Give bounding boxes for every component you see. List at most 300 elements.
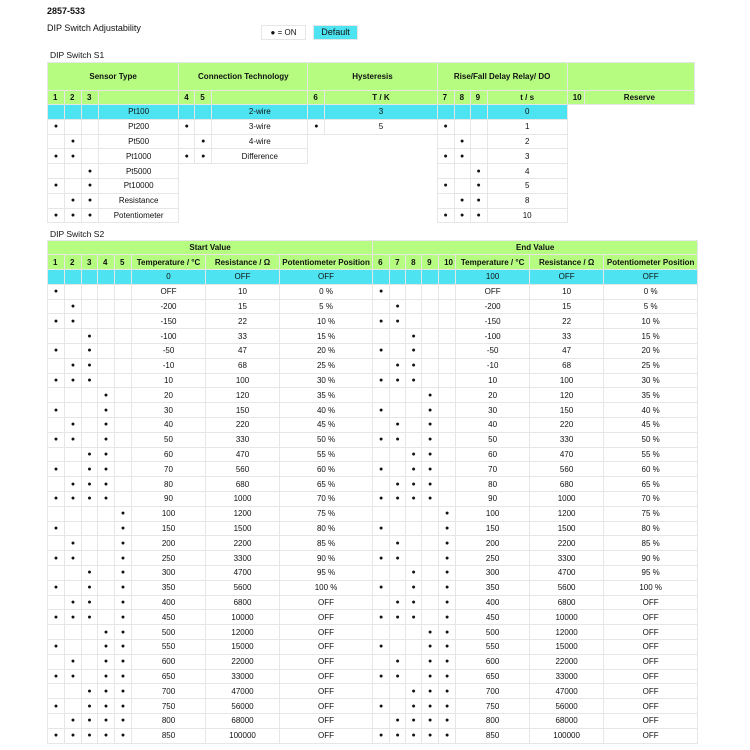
end-pot-value: 25 % [604, 358, 698, 373]
s1-section-label: DIP Switch S1 [50, 50, 105, 60]
empty-cell [567, 178, 584, 193]
end-switch-state: ● [390, 713, 406, 728]
start-switch-state [115, 284, 132, 299]
end-pot-value: 100 % [604, 580, 698, 595]
end-pot-value: 20 % [604, 343, 698, 358]
end-pot-value: 95 % [604, 565, 698, 580]
end-switch-state: ● [422, 639, 439, 654]
end-temp-value: -50 [456, 343, 530, 358]
s2-row [48, 358, 698, 373]
s2-row [48, 713, 698, 728]
sensor-type-switch-state: ● [48, 178, 65, 193]
empty-cell [179, 178, 195, 193]
delay-switch-state: ● [454, 149, 470, 164]
end-res-value: 22 [530, 314, 604, 329]
start-switch-state [48, 595, 65, 610]
end-switch-state [390, 270, 406, 285]
start-pot-value: 85 % [280, 536, 373, 551]
start-res-value: OFF [206, 270, 280, 285]
end-res-value: 3300 [530, 551, 604, 566]
sensor-type-switch-state: ● [82, 164, 99, 179]
start-switch-state: ● [115, 639, 132, 654]
start-switch-state [65, 521, 82, 536]
start-column-header: Temperature / °C [132, 255, 206, 270]
end-switch-state: ● [422, 625, 439, 640]
start-switch-state: ● [98, 654, 115, 669]
delay-value: 8 [487, 193, 567, 208]
start-switch-state: ● [65, 728, 82, 743]
start-switch-state [98, 343, 115, 358]
end-res-value: 15 [530, 299, 604, 314]
hysteresis-header: Hysteresis [308, 63, 437, 91]
start-switch-state [115, 314, 132, 329]
end-temp-value: 100 [456, 270, 530, 285]
start-switch-state [115, 343, 132, 358]
end-switch-state [422, 536, 439, 551]
end-res-value: 100 [530, 373, 604, 388]
start-switch-state [65, 580, 82, 595]
delay-switch-state [470, 119, 487, 134]
s1-row [48, 208, 695, 223]
start-temp-value: 40 [132, 417, 206, 432]
end-column-header: 6 [373, 255, 390, 270]
start-switch-state: ● [48, 639, 65, 654]
sensor-type-value: Pt10000 [99, 178, 179, 193]
start-switch-state: ● [115, 625, 132, 640]
end-switch-state: ● [439, 595, 456, 610]
start-temp-value: 100 [132, 506, 206, 521]
s2-row [48, 699, 698, 714]
start-column-header: 5 [115, 255, 132, 270]
end-temp-value: -200 [456, 299, 530, 314]
start-switch-state: ● [65, 314, 82, 329]
end-temp-value: 30 [456, 403, 530, 418]
start-switch-state: ● [65, 610, 82, 625]
start-temp-value: 150 [132, 521, 206, 536]
start-temp-value: 250 [132, 551, 206, 566]
start-res-value: 33000 [206, 669, 280, 684]
end-pot-value: OFF [604, 669, 698, 684]
empty-cell [325, 178, 437, 193]
start-switch-state: ● [48, 373, 65, 388]
s2-row [48, 551, 698, 566]
s2-row [48, 625, 698, 640]
end-switch-state [390, 684, 406, 699]
start-switch-state: ● [65, 551, 82, 566]
sensor-type-switch-state [65, 105, 82, 120]
end-switch-state [422, 358, 439, 373]
start-res-value: 47 [206, 343, 280, 358]
start-switch-state [65, 506, 82, 521]
start-pot-value: 5 % [280, 299, 373, 314]
end-switch-state [406, 417, 422, 432]
start-switch-state: ● [115, 506, 132, 521]
end-switch-state [439, 343, 456, 358]
end-switch-state [422, 551, 439, 566]
delay-switch-state [454, 105, 470, 120]
start-switch-state: ● [48, 521, 65, 536]
start-switch-state [98, 299, 115, 314]
end-switch-state [406, 654, 422, 669]
end-switch-state: ● [439, 654, 456, 669]
end-switch-state [439, 477, 456, 492]
start-temp-value: 50 [132, 432, 206, 447]
end-switch-state: ● [373, 403, 390, 418]
start-switch-state: ● [82, 343, 98, 358]
start-switch-state [48, 329, 65, 344]
sensor-type-switch-state [48, 105, 65, 120]
end-switch-state [439, 373, 456, 388]
start-switch-state [65, 639, 82, 654]
delay-value: 0 [487, 105, 567, 120]
start-switch-state: ● [65, 477, 82, 492]
empty-cell [584, 178, 694, 193]
end-temp-value: -10 [456, 358, 530, 373]
start-switch-state: ● [98, 669, 115, 684]
end-switch-state: ● [439, 669, 456, 684]
start-temp-value: 80 [132, 477, 206, 492]
end-switch-state [373, 477, 390, 492]
end-column-header: Resistance / Ω [530, 255, 604, 270]
sensor-type-switch-state: ● [48, 119, 65, 134]
end-switch-state [422, 506, 439, 521]
end-switch-state [406, 625, 422, 640]
start-switch-state [115, 299, 132, 314]
start-pot-value: OFF [280, 625, 373, 640]
start-temp-value: 10 [132, 373, 206, 388]
empty-cell [584, 105, 694, 120]
end-switch-state [373, 595, 390, 610]
delay-switch-state: ● [454, 193, 470, 208]
end-switch-state [406, 314, 422, 329]
connection-switch-state: ● [195, 149, 212, 164]
start-pot-value: 10 % [280, 314, 373, 329]
end-switch-state [406, 299, 422, 314]
end-switch-state [390, 521, 406, 536]
empty-cell [195, 164, 212, 179]
start-switch-state [65, 447, 82, 462]
start-switch-state: ● [82, 610, 98, 625]
start-res-value: 150 [206, 403, 280, 418]
end-res-value: 33 [530, 329, 604, 344]
switch-3-header: 3 [82, 91, 99, 105]
end-temp-value: 400 [456, 595, 530, 610]
start-switch-state: ● [82, 595, 98, 610]
s2-row [48, 491, 698, 506]
start-switch-state: ● [48, 728, 65, 743]
end-pot-value: 30 % [604, 373, 698, 388]
end-switch-state: ● [439, 639, 456, 654]
s2-row [48, 684, 698, 699]
end-temp-value: 10 [456, 373, 530, 388]
start-switch-state [48, 447, 65, 462]
end-switch-state: ● [406, 728, 422, 743]
delay-switch-state [437, 193, 454, 208]
connection-switch-state [195, 119, 212, 134]
start-column-header: Potentiometer Position [280, 255, 373, 270]
start-switch-state [82, 625, 98, 640]
start-res-value: 2200 [206, 536, 280, 551]
start-switch-state [65, 329, 82, 344]
start-switch-state [48, 388, 65, 403]
start-pot-value: 15 % [280, 329, 373, 344]
empty-cell [567, 208, 584, 223]
end-switch-state [422, 284, 439, 299]
end-switch-state: ● [422, 388, 439, 403]
delay-switch-state [437, 105, 454, 120]
end-switch-state: ● [390, 314, 406, 329]
start-switch-state: ● [98, 417, 115, 432]
start-switch-state: ● [115, 713, 132, 728]
start-switch-state: ● [65, 595, 82, 610]
start-switch-state [65, 699, 82, 714]
end-switch-state: ● [406, 329, 422, 344]
end-temp-value: 500 [456, 625, 530, 640]
start-res-value: 56000 [206, 699, 280, 714]
empty-cell [325, 193, 437, 208]
s1-row [48, 164, 695, 179]
end-temp-value: 20 [456, 388, 530, 403]
sensor-type-switch-state: ● [82, 208, 99, 223]
start-switch-state: ● [115, 699, 132, 714]
start-switch-state [115, 491, 132, 506]
empty-cell [567, 149, 584, 164]
start-switch-state: ● [65, 491, 82, 506]
end-switch-state [406, 270, 422, 285]
end-temp-value: OFF [456, 284, 530, 299]
start-switch-state: ● [98, 625, 115, 640]
s2-row [48, 654, 698, 669]
end-switch-state [390, 343, 406, 358]
end-switch-state: ● [439, 580, 456, 595]
start-switch-state: ● [65, 536, 82, 551]
connection-switch-state [179, 105, 195, 120]
end-switch-state [439, 417, 456, 432]
start-temp-value: 800 [132, 713, 206, 728]
end-switch-state [390, 447, 406, 462]
end-switch-state: ● [406, 580, 422, 595]
end-switch-state: ● [390, 610, 406, 625]
start-switch-state: ● [115, 521, 132, 536]
end-switch-state [406, 284, 422, 299]
end-switch-state [373, 358, 390, 373]
switch-8-header: 8 [454, 91, 470, 105]
end-pot-value: OFF [604, 684, 698, 699]
s2-row [48, 610, 698, 625]
start-temp-value: 350 [132, 580, 206, 595]
end-temp-value: 450 [456, 610, 530, 625]
sensor-type-header: Sensor Type [48, 63, 179, 91]
end-switch-state [422, 270, 439, 285]
start-switch-state: ● [98, 432, 115, 447]
sensor-type-switch-state [65, 119, 82, 134]
sensor-type-switch-state: ● [82, 193, 99, 208]
start-switch-state [65, 284, 82, 299]
end-switch-state: ● [390, 373, 406, 388]
end-switch-state: ● [406, 595, 422, 610]
start-switch-state: ● [65, 654, 82, 669]
end-switch-state: ● [439, 610, 456, 625]
connection-value: 2-wire [212, 105, 308, 120]
end-switch-state: ● [390, 491, 406, 506]
end-res-value: 68000 [530, 713, 604, 728]
end-res-value: 47000 [530, 684, 604, 699]
end-pot-value: 85 % [604, 536, 698, 551]
start-switch-state: ● [48, 551, 65, 566]
start-switch-state: ● [65, 299, 82, 314]
empty-cell [584, 134, 694, 149]
start-switch-state: ● [65, 373, 82, 388]
start-pot-value: OFF [280, 639, 373, 654]
connection-switch-state: ● [195, 134, 212, 149]
empty-cell [325, 208, 437, 223]
end-pot-value: OFF [604, 595, 698, 610]
start-pot-value: 95 % [280, 565, 373, 580]
start-switch-state: ● [82, 713, 98, 728]
end-pot-value: 10 % [604, 314, 698, 329]
end-switch-state [390, 699, 406, 714]
start-switch-state: ● [115, 536, 132, 551]
end-switch-state [439, 447, 456, 462]
end-switch-state: ● [439, 625, 456, 640]
end-switch-state: ● [390, 669, 406, 684]
end-res-value: OFF [530, 270, 604, 285]
delay-switch-state [470, 134, 487, 149]
end-switch-state: ● [406, 447, 422, 462]
end-switch-state [373, 625, 390, 640]
start-switch-state [65, 343, 82, 358]
end-switch-state: ● [373, 551, 390, 566]
s2-row [48, 639, 698, 654]
start-switch-state [48, 477, 65, 492]
switch-7-header: 7 [437, 91, 454, 105]
sensor-type-value: Pt5000 [99, 164, 179, 179]
start-switch-state [115, 417, 132, 432]
start-switch-state: ● [82, 373, 98, 388]
start-pot-value: OFF [280, 728, 373, 743]
end-pot-value: OFF [604, 699, 698, 714]
start-res-value: 3300 [206, 551, 280, 566]
start-switch-state: ● [82, 358, 98, 373]
s1-row [48, 119, 695, 134]
delay-switch-state [454, 119, 470, 134]
end-res-value: 150 [530, 403, 604, 418]
start-switch-state [65, 403, 82, 418]
start-switch-state: ● [115, 565, 132, 580]
s2-row [48, 669, 698, 684]
start-switch-state: ● [98, 447, 115, 462]
end-switch-state [422, 299, 439, 314]
end-switch-state: ● [422, 462, 439, 477]
end-res-value: 47 [530, 343, 604, 358]
start-temp-value: 30 [132, 403, 206, 418]
start-temp-value: 500 [132, 625, 206, 640]
start-switch-state [82, 536, 98, 551]
end-temp-value: 70 [456, 462, 530, 477]
s2-row [48, 403, 698, 418]
start-temp-value: 850 [132, 728, 206, 743]
delay-value: 5 [487, 178, 567, 193]
end-res-value: 6800 [530, 595, 604, 610]
end-pot-value: OFF [604, 728, 698, 743]
start-pot-value: 65 % [280, 477, 373, 492]
end-switch-state [390, 403, 406, 418]
end-switch-state: ● [406, 358, 422, 373]
start-switch-state [48, 270, 65, 285]
end-switch-state: ● [373, 521, 390, 536]
s2-row [48, 417, 698, 432]
end-switch-state [406, 506, 422, 521]
start-switch-state [48, 506, 65, 521]
end-temp-value: 800 [456, 713, 530, 728]
end-switch-state [373, 536, 390, 551]
start-column-header: 3 [82, 255, 98, 270]
end-switch-state: ● [390, 432, 406, 447]
end-switch-state [390, 462, 406, 477]
s1-row [48, 105, 695, 120]
start-switch-state: ● [48, 669, 65, 684]
end-switch-state: ● [373, 462, 390, 477]
start-switch-state: ● [48, 314, 65, 329]
start-res-value: 100000 [206, 728, 280, 743]
end-switch-state [390, 329, 406, 344]
end-switch-state: ● [422, 669, 439, 684]
empty-cell [584, 164, 694, 179]
start-res-value: 1500 [206, 521, 280, 536]
end-switch-state [439, 358, 456, 373]
start-temp-value: -200 [132, 299, 206, 314]
start-res-value: 220 [206, 417, 280, 432]
sensor-type-switch-state: ● [65, 149, 82, 164]
start-switch-state: ● [98, 728, 115, 743]
end-switch-state: ● [422, 403, 439, 418]
empty-cell [308, 149, 325, 164]
start-switch-state [115, 329, 132, 344]
end-switch-state: ● [373, 314, 390, 329]
empty-cell [325, 164, 437, 179]
end-res-value: 10000 [530, 610, 604, 625]
end-switch-state: ● [439, 536, 456, 551]
reserve-group-header [567, 63, 694, 91]
sensor-type-value: Pt500 [99, 134, 179, 149]
end-column-header: 7 [390, 255, 406, 270]
end-switch-state: ● [422, 432, 439, 447]
start-pot-value: OFF [280, 595, 373, 610]
end-res-value: 1000 [530, 491, 604, 506]
end-switch-state [373, 447, 390, 462]
end-switch-state: ● [406, 699, 422, 714]
end-switch-state [373, 565, 390, 580]
start-switch-state: ● [82, 329, 98, 344]
end-column-header: Temperature / °C [456, 255, 530, 270]
end-switch-state [406, 403, 422, 418]
start-switch-state: ● [82, 565, 98, 580]
end-switch-state [390, 625, 406, 640]
empty-cell [567, 193, 584, 208]
end-switch-state [406, 669, 422, 684]
end-switch-state: ● [439, 565, 456, 580]
delay-switch-state: ● [437, 149, 454, 164]
start-res-value: 6800 [206, 595, 280, 610]
start-switch-state: ● [48, 699, 65, 714]
end-switch-state: ● [373, 699, 390, 714]
start-switch-state: ● [48, 610, 65, 625]
end-temp-value: 650 [456, 669, 530, 684]
end-pot-value: 0 % [604, 284, 698, 299]
end-temp-value: 700 [456, 684, 530, 699]
end-switch-state [406, 536, 422, 551]
start-switch-state [115, 462, 132, 477]
